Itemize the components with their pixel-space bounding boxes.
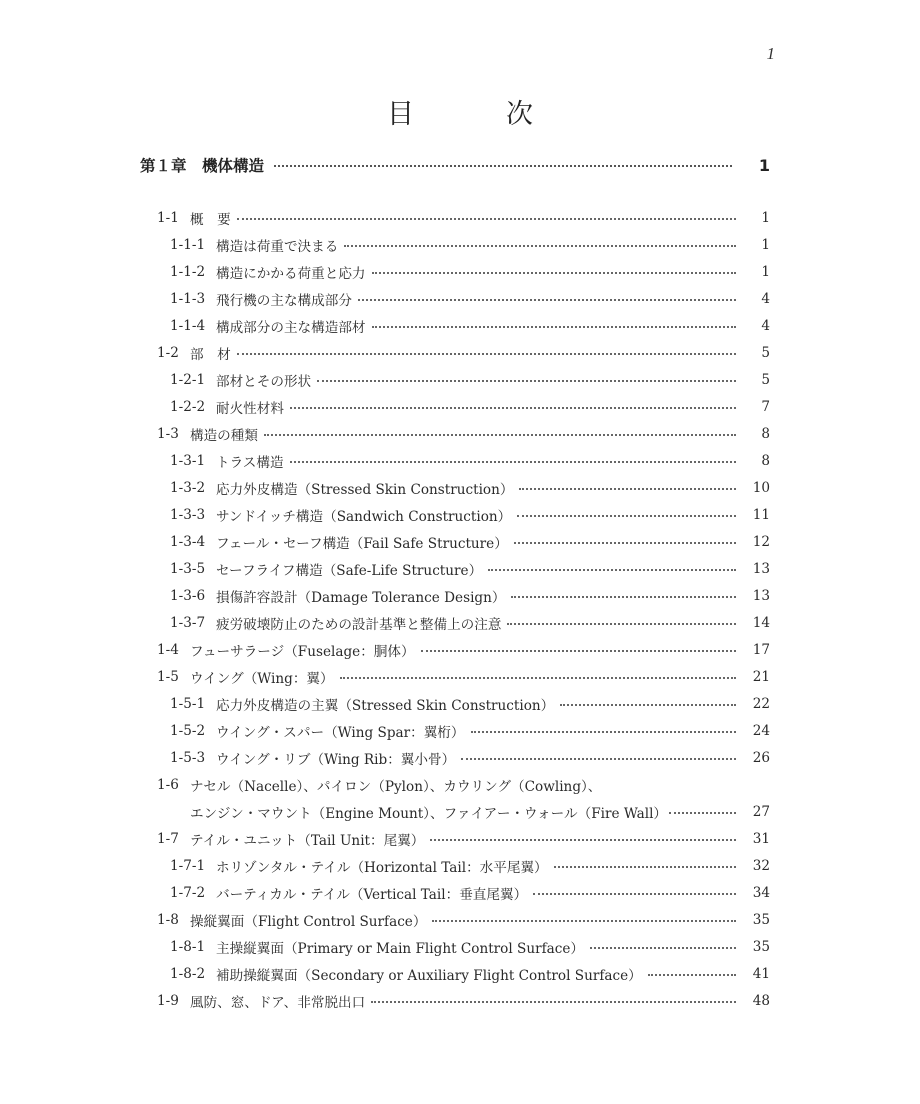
- entry-page: 14: [752, 614, 770, 631]
- entry-number: 1-9: [157, 992, 179, 1009]
- entry-number: 1-6: [157, 776, 179, 793]
- entry-title: サンドイッチ構造（Sandwich Construction）: [216, 508, 512, 525]
- entry-title: ホリゾンタル・テイル（Horizontal Tail：水平尾翼）: [216, 859, 548, 876]
- dot-leader: [560, 704, 736, 706]
- toc-entry[interactable]: [0, 312, 920, 339]
- entry-title: 耐火性材料: [216, 400, 284, 417]
- toc-entry[interactable]: [0, 987, 920, 1014]
- entry-page: 35: [752, 938, 770, 955]
- dot-leader: [432, 920, 736, 922]
- entry-page: 8: [761, 452, 770, 469]
- entry-number: 1-3-4: [170, 533, 206, 550]
- dot-leader: [372, 326, 736, 328]
- dot-leader: [590, 947, 736, 949]
- toc-entry[interactable]: [0, 474, 920, 501]
- entry-number: 1-2-2: [170, 398, 206, 415]
- dot-leader: [648, 974, 736, 976]
- dot-leader: [371, 1001, 736, 1003]
- entry-title: トラス構造: [216, 454, 284, 471]
- dot-leader: [237, 353, 736, 355]
- toc-entry[interactable]: [0, 366, 920, 393]
- dot-leader: [430, 839, 736, 841]
- entry-title: ナセル（Nacelle）、パイロン（Pylon）、カウリング（Cowling）、: [190, 778, 602, 795]
- toc-entry[interactable]: [0, 204, 920, 231]
- entry-page: 1: [761, 236, 770, 253]
- dot-leader: [554, 866, 736, 868]
- entry-number: 1-3-6: [170, 587, 206, 604]
- entry-title: 構造は荷重で決まる: [216, 238, 339, 255]
- entry-page: 5: [761, 344, 770, 361]
- entry-title: 損傷許容設計（Damage Tolerance Design）: [216, 589, 506, 606]
- entry-title: 部材とその形状: [216, 373, 312, 390]
- toc-entry[interactable]: [0, 231, 920, 258]
- entry-number: 1-3-5: [170, 560, 206, 577]
- entry-number: 1-8: [157, 911, 179, 928]
- chapter-heading[interactable]: [140, 150, 770, 180]
- toc-entry[interactable]: [0, 393, 920, 420]
- entry-number: 1-1-1: [170, 236, 206, 253]
- entry-number: 1-5-3: [170, 749, 206, 766]
- title-char-right: 次: [506, 99, 533, 130]
- entry-number: 1-5: [157, 668, 179, 685]
- entry-title: 応力外皮構造（Stressed Skin Construction）: [216, 481, 514, 498]
- entry-title: 操縦翼面（Flight Control Surface）: [190, 913, 427, 930]
- toc-entry[interactable]: [0, 663, 920, 690]
- entry-number: 1-3-3: [170, 506, 206, 523]
- toc-entry[interactable]: [0, 258, 920, 285]
- entry-number: 1-1-2: [170, 263, 206, 280]
- entry-title: 風防、窓、ドア、非常脱出口: [190, 994, 366, 1011]
- entry-page: 48: [752, 992, 770, 1009]
- entry-page: 1: [761, 263, 770, 280]
- entry-page: 24: [752, 722, 770, 739]
- dot-leader: [344, 245, 736, 247]
- entry-page: 12: [752, 533, 770, 550]
- toc-entry[interactable]: [0, 447, 920, 474]
- entry-number: 1-7-1: [170, 857, 206, 874]
- toc-entry[interactable]: [0, 744, 920, 771]
- entry-page: 4: [761, 290, 770, 307]
- entry-page: 4: [761, 317, 770, 334]
- entry-number: 1-7: [157, 830, 179, 847]
- entry-title: 構造の種類: [190, 427, 258, 444]
- entry-title: 疲労破壊防止のための設計基準と整備上の注意: [216, 616, 502, 633]
- entry-title: 補助操縦翼面（Secondary or Auxiliary Flight Control Surface）: [216, 967, 642, 984]
- dot-leader: [290, 407, 736, 409]
- entry-page: 7: [761, 398, 770, 415]
- entry-page: 34: [752, 884, 770, 901]
- entry-title: ウイング（Wing：翼）: [190, 670, 334, 687]
- chapter-page: 1: [758, 155, 770, 175]
- entry-title: ウイング・リブ（Wing Rib：翼小骨）: [216, 751, 456, 768]
- dot-leader: [533, 893, 736, 895]
- entry-page: 17: [752, 641, 770, 658]
- entry-title: 応力外皮構造の主翼（Stressed Skin Construction）: [216, 697, 555, 714]
- entry-number: 1-2-1: [170, 371, 206, 388]
- entry-number: 1-3-2: [170, 479, 206, 496]
- dot-leader: [274, 165, 732, 167]
- entry-number: 1-8-2: [170, 965, 206, 982]
- entry-number: 1-1: [157, 209, 179, 226]
- entry-title: フェール・セーフ構造（Fail Safe Structure）: [216, 535, 508, 552]
- entry-title: 概 要: [190, 211, 231, 228]
- dot-leader: [290, 461, 736, 463]
- entry-page: 32: [752, 857, 770, 874]
- toc-entry[interactable]: [0, 825, 920, 852]
- entry-page: 31: [752, 830, 770, 847]
- entry-number: 1-1-4: [170, 317, 206, 334]
- entry-number: 1-4: [157, 641, 179, 658]
- entry-title: ウイング・スパー（Wing Spar：翼桁）: [216, 724, 465, 741]
- page-number: 1: [766, 44, 775, 63]
- dot-leader: [511, 596, 736, 598]
- dot-leader: [264, 434, 736, 436]
- entry-title: バーティカル・テイル（Vertical Tail：垂直尾翼）: [216, 886, 528, 903]
- entry-page: 22: [752, 695, 770, 712]
- dot-leader: [471, 731, 736, 733]
- entry-number: 1-2: [157, 344, 179, 361]
- toc-entry[interactable]: [0, 771, 920, 798]
- entry-title-continuation: エンジン・マウント（Engine Mount）、ファイアー・ウォール（Fire Wall）: [190, 805, 668, 822]
- entry-title: セーフライフ構造（Safe-Life Structure）: [216, 562, 483, 579]
- entry-page: 26: [752, 749, 770, 766]
- entry-number: 1-3: [157, 425, 179, 442]
- toc-entry[interactable]: [0, 609, 920, 636]
- toc-entry[interactable]: [0, 690, 920, 717]
- dot-leader: [507, 623, 736, 625]
- entry-title: フューサラージ（Fuselage：胴体）: [190, 643, 415, 660]
- toc-entry[interactable]: [0, 906, 920, 933]
- entry-number: 1-5-2: [170, 722, 206, 739]
- entry-number: 1-5-1: [170, 695, 206, 712]
- title-char-left: 目: [387, 99, 414, 130]
- entry-page: 1: [761, 209, 770, 226]
- dot-leader: [669, 812, 736, 814]
- entry-number: 1-3-1: [170, 452, 206, 469]
- dot-leader: [358, 299, 736, 301]
- dot-leader: [372, 272, 736, 274]
- entry-page: 21: [752, 668, 770, 685]
- entry-title: 飛行機の主な構成部分: [216, 292, 352, 309]
- entry-title: 構成部分の主な構造部材: [216, 319, 366, 336]
- toc-entry[interactable]: [0, 555, 920, 582]
- toc-entry[interactable]: [0, 717, 920, 744]
- dot-leader: [514, 542, 736, 544]
- entry-page: 11: [752, 506, 770, 523]
- entry-page: 27: [752, 803, 770, 820]
- dot-leader: [317, 380, 736, 382]
- entry-title: 部 材: [190, 346, 231, 363]
- toc-entry[interactable]: [0, 960, 920, 987]
- entry-title: テイル・ユニット（Tail Unit：尾翼）: [190, 832, 425, 849]
- toc-entry[interactable]: [0, 879, 920, 906]
- entry-number: 1-3-7: [170, 614, 206, 631]
- dot-leader: [421, 650, 736, 652]
- toc-entry[interactable]: [0, 933, 920, 960]
- entry-page: 8: [761, 425, 770, 442]
- dot-leader: [461, 758, 736, 760]
- page-title: [0, 92, 920, 131]
- entry-page: 41: [752, 965, 770, 982]
- entry-page: 35: [752, 911, 770, 928]
- toc-entry[interactable]: [0, 636, 920, 663]
- chapter-label: 第１章 機体構造: [140, 157, 265, 175]
- entry-page: 5: [761, 371, 770, 388]
- dot-leader: [340, 677, 736, 679]
- toc-entry[interactable]: [0, 528, 920, 555]
- entry-page: 13: [752, 560, 770, 577]
- dot-leader: [519, 488, 736, 490]
- toc-entry[interactable]: [0, 582, 920, 609]
- entry-title: 構造にかかる荷重と応力: [216, 265, 366, 282]
- entry-title: 主操縦翼面（Primary or Main Flight Control Surface）: [216, 940, 584, 957]
- dot-leader: [237, 218, 736, 220]
- toc-entry[interactable]: [0, 501, 920, 528]
- dot-leader: [517, 515, 736, 517]
- entry-number: 1-7-2: [170, 884, 206, 901]
- entry-page: 13: [752, 587, 770, 604]
- toc-entry[interactable]: [0, 852, 920, 879]
- dot-leader: [488, 569, 736, 571]
- toc-entry[interactable]: [0, 285, 920, 312]
- toc-entry[interactable]: [0, 339, 920, 366]
- entry-page: 10: [752, 479, 770, 496]
- toc-entry[interactable]: [0, 420, 920, 447]
- entry-number: 1-1-3: [170, 290, 206, 307]
- entry-number: 1-8-1: [170, 938, 206, 955]
- toc-entry-continuation[interactable]: [190, 798, 770, 825]
